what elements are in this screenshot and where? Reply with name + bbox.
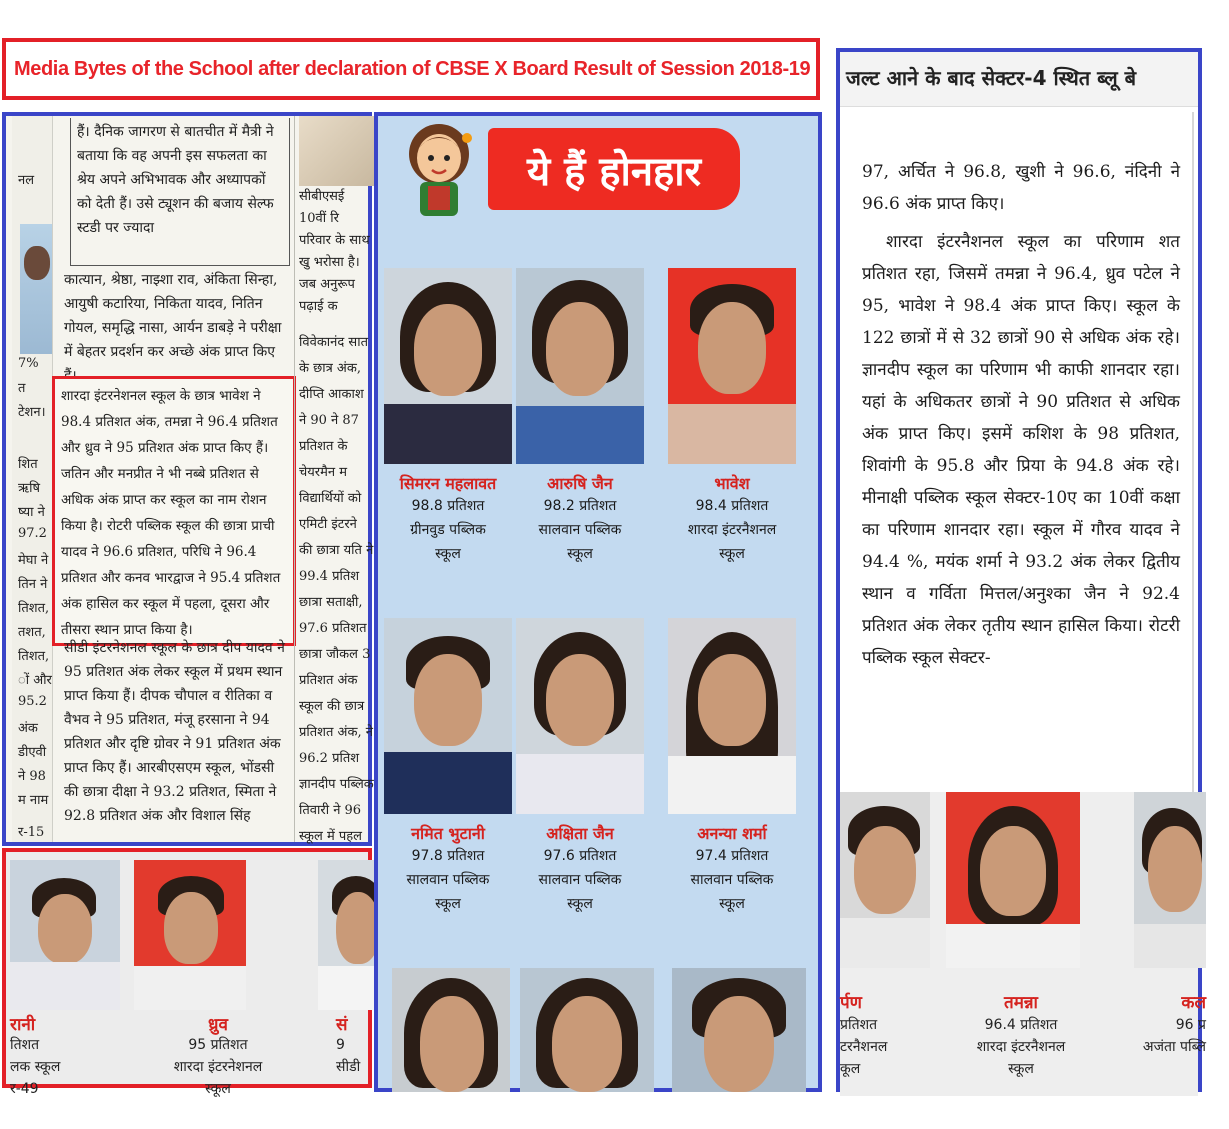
right-news-clipping (836, 48, 1206, 1092)
student-school-suffix: स्कूल (435, 546, 461, 562)
student-photo (384, 268, 512, 464)
edge-fragment: 97.2 (18, 526, 47, 541)
edge-fragment: तिशत, (18, 601, 50, 616)
edge-fragment: ों और (18, 673, 52, 688)
student-score: 97.6 प्रतिशत (543, 848, 617, 864)
edge-fragment: तिशत, (18, 649, 50, 664)
clipping-headline (840, 52, 1198, 107)
student-score: 97.4 प्रतिशत (695, 848, 769, 864)
edge-fragment: नल (18, 173, 35, 188)
student-score: 97.8 प्रतिशत (411, 848, 485, 864)
student-score: 98.4 प्रतिशत (695, 498, 769, 514)
student-thumbnail (20, 224, 52, 354)
page-title: Media Bytes of the School after declaration of CBSE X Board Result of Session 2018-19 (14, 57, 811, 80)
student-photo (516, 618, 644, 814)
heading-banner (488, 128, 740, 210)
article-paragraph (64, 636, 290, 828)
student-caption: तिशत लक स्कूल र-49 (10, 1037, 61, 1097)
student-card (384, 268, 512, 566)
student-photo (392, 968, 510, 1092)
student-caption: 96 प्र अजंता पब्लि (1142, 1017, 1206, 1055)
student-card (516, 618, 644, 916)
student-school-suffix: स्कूल (719, 546, 745, 562)
student-school: सालवान पब्लिक (538, 872, 622, 888)
student-photo (384, 618, 512, 814)
adjacent-column-strip (294, 116, 374, 842)
student-school: सालवान पब्लिक (406, 872, 490, 888)
student-score: 98.2 प्रतिशत (543, 498, 617, 514)
student-name: आरुषि जैन (547, 474, 613, 493)
student-caption: 96.4 प्रतिशत शारदा इंटरनैशनल स्कूल (976, 1017, 1066, 1077)
student-score: 98.8 प्रतिशत (411, 498, 485, 514)
student-photo (946, 792, 1080, 968)
student-photo (1134, 792, 1206, 968)
student-name: सिमरन महलावत (399, 474, 497, 493)
middle-toppers-clipping (374, 112, 822, 1092)
edge-fragment: म नाम (18, 793, 49, 808)
student-name: ध्रुव (208, 1015, 228, 1035)
article-paragraph (64, 268, 290, 388)
student-school: शारदा इंटरनैशनल (687, 522, 777, 538)
student-name: तमन्ना (1004, 993, 1038, 1013)
student-photo (668, 268, 796, 464)
edge-fragment: अंक (18, 721, 38, 736)
left-news-clipping (2, 112, 372, 846)
edge-fragment: ष्या ने (18, 505, 45, 520)
student-girl-icon (400, 120, 478, 216)
student-name: अक्षिता जैन (546, 824, 614, 843)
edge-fragment: ऋषि (18, 481, 40, 496)
article-body (862, 156, 1180, 680)
student-school: ग्रीनवुड पब्लिक (410, 522, 486, 538)
student-school-suffix: स्कूल (567, 896, 593, 912)
student-card (668, 268, 796, 566)
heading-text: ये हैं होनहार (526, 148, 702, 195)
student-card (384, 618, 512, 916)
toppers-header (378, 116, 818, 220)
edge-fragment: टेशन। (18, 405, 46, 420)
student-photo (516, 268, 644, 464)
edge-fragment: तशत, (18, 625, 46, 640)
edge-fragment: ने 98 (18, 769, 46, 784)
student-name: सं (336, 1015, 348, 1035)
bottom-left-photo-clipping (2, 848, 372, 1097)
quote-text: हैं। दैनिक जागरण से बातचीत में मैत्री ने बताया कि वह अपनी इस सफलता का श्रेय अपने अभिभावक और अध्यापकों को देती हैं। उसे ट्यूशन की बजाय सेल्फ स्टडी पर ज्यादा (77, 124, 274, 236)
student-photo (318, 860, 374, 1010)
student-school-suffix: स्कूल (435, 896, 461, 912)
student-school-suffix: स्कूल (719, 896, 745, 912)
edge-fragment: त (18, 381, 26, 396)
student-photo (668, 618, 796, 814)
student-school: सालवान पब्लिक (538, 522, 622, 538)
bottom-photo-strip (840, 792, 1206, 1096)
paragraph-text: शारदा इंटरनैशनल स्कूल का परिणाम शत प्रतिशत रहा, जिसमें तमन्ना ने 96.4, ध्रुव पटेल ने 95, भावेश ने 98.4 अंक प्राप्त किए। स्कूल के 122 छात्रों में से 32 छात्रों 90 से अधिक अंक रहे। ज्ञानदीप स्कूल का परिणाम भी काफी शानदार रहा। यहां के अधिकतर छात्रों ने 90 प्रतिशत से अधिक अंक प्राप्त किए। इसमें कशिश के 98 प्रतिशत, शिवांगी के 95.8 और प्रिया के 94.8 अंक रहे। मीनाक्षी पब्लिक स्कूल सेक्टर-10ए का 10वीं कक्षा का परिणाम शानदार रहा। स्कूल में गौरव यादव ने 94.4 %, मयंक शर्मा ने 93.2 अंक लेकर द्वितीय स्थान व गर्विता मित्तल/अनुश्का जैन ने 92.4 प्रतिशत अंक लेकर तृतीय स्थान हासिल किया। रोटरी पब्लिक स्कूल सेक्टर- (862, 232, 1180, 668)
edge-fragment: 95.2 (18, 694, 47, 709)
column-divider (1192, 112, 1194, 812)
student-caption: 9 सीडी (336, 1037, 361, 1075)
student-photo (672, 968, 806, 1092)
student-name: भावेश (714, 474, 750, 493)
paragraph-text: 97, अर्चित ने 96.8, खुशी ने 96.6, नंदिनी ने 96.6 अंक प्राप्त किए। (862, 162, 1180, 214)
student-photo (134, 860, 246, 1010)
edge-fragment: शित (18, 457, 38, 472)
student-card (668, 618, 796, 916)
edge-fragment: 7% (18, 356, 39, 371)
student-name: रानी (10, 1015, 36, 1035)
student-name: अनन्या शर्मा (697, 824, 767, 843)
edge-fragment: र-15 (18, 825, 45, 840)
student-school: सालवान पब्लिक (690, 872, 774, 888)
student-photo (10, 860, 120, 1010)
paragraph-text: सीडी इंटरनेशनल स्कूल के छात्र दीप यादव ने 95 प्रतिशत अंक लेकर स्कूल में प्रथम स्थान प्राप्त किया हैं। दीपक चौपाल व रीतिका व वैभव ने 95 प्रतिशत, मंजू हरसाना ने 94 प्रतिशत और दृष्टि ग्रोवर ने 91 प्रतिशत अंक प्राप्त किए हैं। आरबीएसएम स्कूल, भोंडसी की छात्रा दीक्षा ने 93.2 प्रतिशत, स्मिता ने 92.8 प्रतिशत अंक और विशाल सिंह (64, 640, 285, 824)
thumbnail-image (299, 116, 379, 186)
edge-fragment: मेघा ने (18, 553, 49, 568)
student-school-suffix: स्कूल (567, 546, 593, 562)
highlight-text: शारदा इंटरनेशनल स्कूल के छात्र भावेश ने 98.4 प्रतिशत अंक, तमन्ना ने 96.4 प्रतिशत और ध्रुव ने 95 प्रतिशत अंक प्राप्त किए हैं। जतिन और मनप्रीत ने भी नब्बे प्रतिशत से अधिक अंक प्राप्त कर स्कूल का नाम रोशन किया है। रोटरी पब्लिक स्कूल की छात्रा प्राची यादव ने 96.6 प्रतिशत, परिधि ने 96.4 प्रतिशत और कनव भारद्वाज ने 95.4 प्रतिशत अंक हासिल कर स्कूल में पहला, दूसरा और तीसरा स्थान प्राप्त किया है। (61, 388, 281, 638)
title-banner (2, 38, 820, 100)
paragraph-text: कात्यान, श्रेष्ठा, नाझ्शा राव, अंकिता सिन्हा, आयुषी कटारिया, निकिता यादव, नितिन गोयल, समृद्धि नासा, आर्यन डाबड़े ने परीक्षा में बेहतर प्रदर्शन कर अच्छे अंक प्राप्त किए (64, 272, 282, 360)
student-caption: प्रतिशत टरनैशनल कूल (840, 1017, 888, 1077)
headline-text: जल्ट आने के बाद सेक्टर-4 स्थित ब्लू बे (846, 66, 1137, 90)
school-highlight-box (52, 376, 296, 646)
edge-fragment: तिन ने (18, 577, 48, 592)
student-photo (520, 968, 654, 1092)
student-name: कल (1181, 993, 1206, 1013)
student-card (516, 268, 644, 566)
student-name: नमित भुटानी (411, 824, 485, 843)
quote-box (70, 118, 290, 266)
edge-fragment: डीएवी (18, 745, 47, 760)
strip-top-text: सीबीएसई 10वीं रि परिवार के साथ खु भरोसा है। जब अनुरूप पढ़ाई क (299, 189, 370, 314)
left-edge-column (12, 116, 53, 842)
student-caption: 95 प्रतिशत शारदा इंटरनेशनल स्कूल (173, 1037, 263, 1097)
student-name: र्पण (840, 993, 862, 1013)
strip-text: विवेकानंद सात के छात्र अंक, दीप्ति आकाश ने 90 ने 87 प्रतिशत के चेयरमैन म विद्यार्थियों को एमिटी इंटरने की छात्रा यति ने 99.4 प्रतिश छात्रा सताक्षी, 97.6 प्रतिशत छात्रा जौकल 3 प्रतिशत अंक स्कूल की छात्र प्रतिशत अंक, ने 96.2 प्रतिश ज्ञानदीप पब्लिक तिवारी ने 96 स्कूल में पहल (299, 335, 374, 844)
student-photo (840, 792, 930, 968)
